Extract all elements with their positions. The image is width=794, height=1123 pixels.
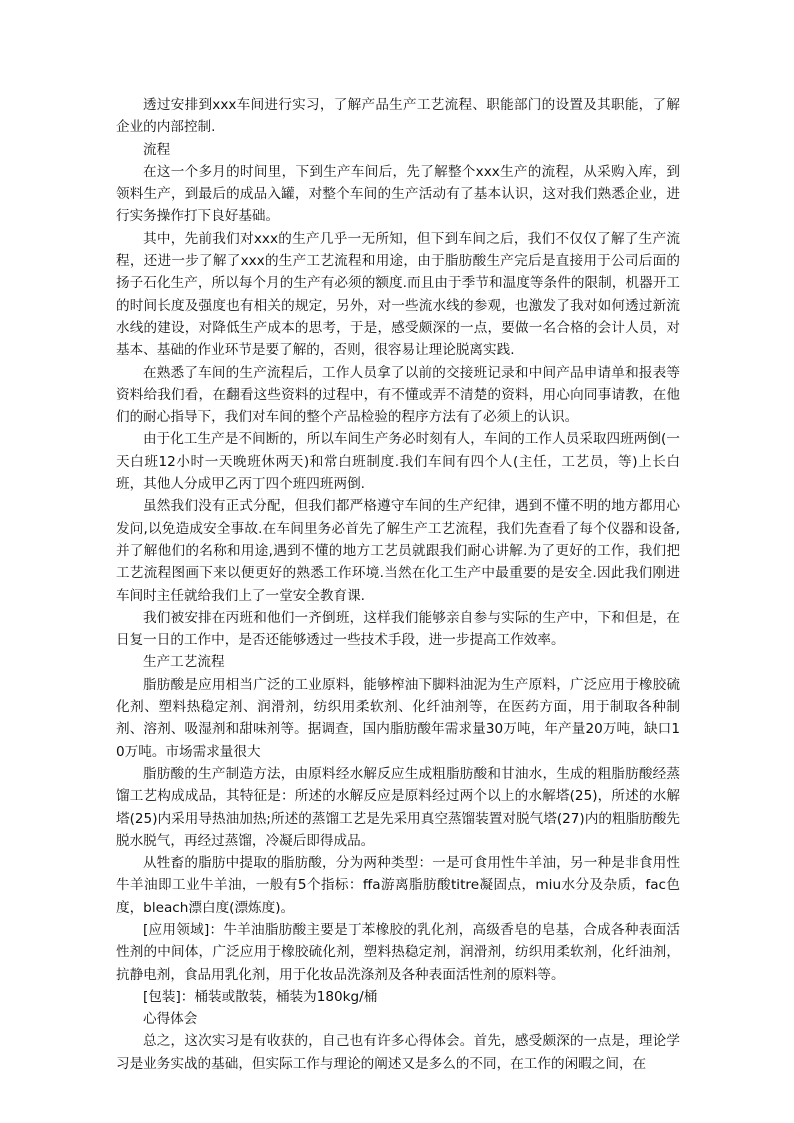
paragraph: 在熟悉了车间的生产流程后，工作人员拿了以前的交接班记录和中间产品申请单和报表等资料给我们看，在翻看这些资料的过程中，有不懂或弄不清楚的资料，用心向同事请教，在他们的耐心指导下，我们对车间的整个产品检验的程序方法有了必须上的认识。 (116, 364, 680, 426)
paragraph: 在这一个多月的时间里，下到生产车间后，先了解整个xxx生产的流程，从采购入库，到领料生产，到最后的成品入罐，对整个车间的生产活动有了基本认识，这对我们熟悉企业，进行实务操作打下良好基础。 (116, 163, 680, 225)
paragraph: 其中，先前我们对xxx的生产几乎一无所知，但下到车间之后，我们不仅仅了解了生产流程，还进一步了解了xxx的生产工艺流程和用途，由于脂肪酸生产完后是直接用于公司后面的扬子石化生产，所以每个月的生产有必须的额度.而且由于季节和温度等条件的限制，机器开工的时间长度及强度也有相关的规定，另外，对一些流水线的参观，也激发了我对如何透过新流水线的建设，对降低生产成本的思考，于是，感受颇深的一点，要做一名合格的会计人员，对基本、基础的作业环节是要了解的，否则，很容易让理论脱离实践. (116, 230, 680, 359)
paragraph: 脂肪酸是应用相当广泛的工业原料，能够榨油下脚料油泥为生产原料，广泛应用于橡胶硫化剂、塑料热稳定剂、润滑剂，纺织用柔软剂、化纤油剂等，在医药方面，用于制取各种制剂、溶剂、吸湿剂和甜味剂等。据调查，国内脂肪酸年需求量30万吨，年产量20万吨，缺口10万吨。市场需求量很大 (116, 676, 680, 760)
section-heading-production-process: 生产工艺流程 (143, 654, 225, 671)
paragraph-application: [应用领域]：牛羊油脂肪酸主要是丁苯橡胶的乳化剂，高级香皂的皂基，合成各种表面活性剂的中间体，广泛应用于橡胶硫化剂，塑料热稳定剂，润滑剂，纺织用柔软剂，化纤油剂，抗静电剂，食品用乳化剂，用于化妆品洗涤剂及各种表面活性剂的原料等。 (116, 921, 680, 983)
paragraph: 脂肪酸的生产制造方法，由原料经水解反应生成粗脂肪酸和甘油水，生成的粗脂肪酸经蒸馏工艺构成成品，其特征是：所述的水解反应是原料经过两个以上的水解塔(25)，所述的水解塔(25)内采用导热油加热;所述的蒸馏工艺是先采用真空蒸馏装置对脱气塔(27)内的粗脂肪酸先脱水脱气，再经过蒸馏，冷凝后即得成品。 (116, 765, 680, 849)
paragraph-packaging: [包装]：桶装或散装，桶装为180kg/桶 (143, 988, 378, 1005)
paragraph: 从牲畜的脂肪中提取的脂肪酸，分为两种类型：一是可食用性牛羊油，另一种是非食用性牛羊油即工业牛羊油，一般有5个指标：ffa游离脂肪酸titre凝固点，miu水分及杂质，fac色度，bleach漂白度(漂炼度)。 (116, 855, 680, 916)
section-heading-process: 流程 (143, 141, 171, 158)
paragraph-conclusion: 总之，这次实习是有收获的，自己也有许多心得体会。首先，感受颇深的一点是，理论学习是业务实战的基础，但实际工作与理论的阐述又是多么的不同，在工作的闲暇之间，在 (116, 1033, 680, 1072)
paragraph-intro: 透过安排到xxx车间进行实习，了解产品生产工艺流程、职能部门的设置及其职能，了解企业的内部控制. (116, 97, 680, 136)
paragraph: 我们被安排在丙班和他们一齐倒班，这样我们能够亲自参与实际的生产中，下和但是，在日复一日的工作中，是否还能够透过一些技术手段，进一步提高工作效率。 (116, 609, 680, 649)
section-heading-reflections: 心得体会 (143, 1011, 198, 1028)
paragraph: 由于化工生产是不间断的，所以车间生产务必时刻有人，车间的工作人员采取四班两倒(一天白班12小时一天晚班休两天)和常白班制度.我们车间有四个人(主任，工艺员，等)上长白班，其他人分成甲乙丙丁四个班四班两倒. (116, 431, 680, 493)
paragraph: 虽然我们没有正式分配，但我们都严格遵守车间的生产纪律，遇到不懂不明的地方都用心发问,以免造成安全事故.在车间里务必首先了解生产工艺流程，我们先查看了每个仪器和设备,并了解他们的名称和用途,遇到不懂的地方工艺员就跟我们耐心讲解.为了更好的工作，我们把工艺流程图画下来以便更好的熟悉工作环境.当然在化工生产中最重要的是安全.因此我们刚进车间时主任就给我们上了一堂安全教育课. (116, 498, 680, 604)
document-page (116, 94, 680, 1075)
